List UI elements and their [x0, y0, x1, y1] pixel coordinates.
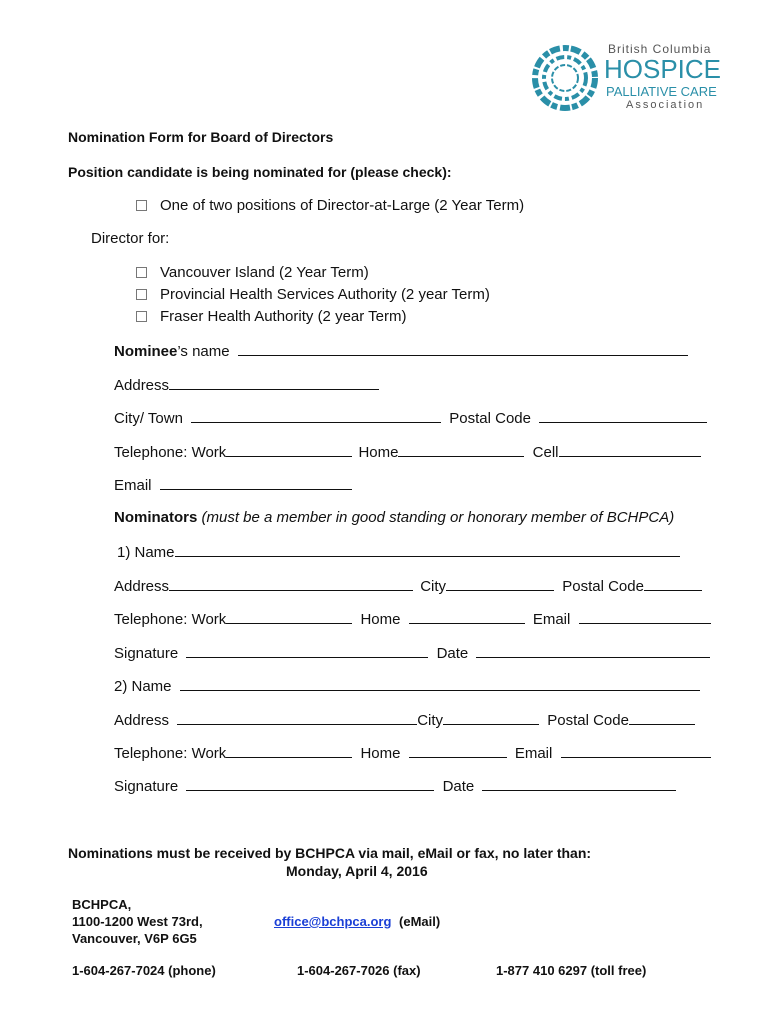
date-label: Date — [436, 645, 469, 662]
nominee-phone-row — [114, 442, 701, 460]
logo-line-4: Association — [626, 99, 705, 111]
option-phsa[interactable] — [136, 286, 490, 303]
nominator-2-name-field[interactable] — [180, 676, 700, 691]
logo-line-3: PALLIATIVE CARE — [606, 84, 717, 99]
address-label: Address — [114, 578, 170, 595]
nominee-name-field[interactable] — [238, 341, 688, 356]
email-label: Email — [114, 477, 152, 494]
nominators-label: Nominators — [114, 509, 198, 526]
signature-label: Signature — [114, 645, 179, 662]
nominators-heading — [114, 509, 674, 527]
nominator-2-phone-row — [114, 743, 711, 761]
nominator-1-postal-field[interactable] — [644, 576, 702, 591]
email-label: Email — [514, 745, 553, 762]
contact-email-row — [274, 914, 440, 929]
nominator-1-signature-field[interactable] — [186, 643, 428, 658]
hospice-circle-logo-icon — [530, 42, 600, 114]
city-label: City/ Town — [114, 410, 183, 427]
nominee-email-row — [114, 475, 352, 493]
nominator-2-email-field[interactable] — [561, 743, 711, 758]
deadline-text: Nominations must be received by BCHPCA via mail, eMail or fax, no later than: — [68, 845, 592, 861]
option-fraser-health[interactable] — [136, 308, 406, 325]
nominator-1-phone-row — [114, 609, 711, 627]
nominators-note: (must be a member in good standing or honorary member of BCHPCA) — [197, 509, 675, 526]
nominator-1-signature-row — [114, 643, 710, 661]
nominee-home-phone-field[interactable] — [398, 442, 524, 457]
contact-city: Vancouver, V6P 6G5 — [72, 931, 197, 946]
checkbox[interactable] — [136, 289, 147, 300]
nominator-1-email-field[interactable] — [579, 609, 711, 624]
nominator-2-date-field[interactable] — [482, 776, 676, 791]
city-label: City — [417, 712, 444, 729]
nominator-1-name-label: 1) Name — [117, 544, 175, 561]
nominator-2-home-phone-field[interactable] — [409, 743, 507, 758]
nominee-label-rest: ’s name — [177, 343, 230, 360]
postal-label: Postal Code — [547, 712, 629, 729]
option-at-large[interactable] — [136, 197, 524, 214]
city-label: City — [420, 578, 447, 595]
nominee-city-field[interactable] — [191, 408, 441, 423]
tel-work-label: Telephone: Work — [114, 611, 227, 628]
address-label: Address — [114, 712, 170, 729]
form-title: Nomination Form for Board of Directors — [68, 129, 334, 145]
nominator-1-name-row — [117, 542, 680, 560]
home-label: Home — [360, 611, 401, 628]
nominee-label-bold: Nominee — [114, 343, 178, 360]
position-heading: Position candidate is being nominated for (please check): — [68, 164, 452, 180]
contact-fax: 1-604-267-7026 (fax) — [297, 963, 421, 978]
nominator-1-name-field[interactable] — [175, 542, 680, 557]
option-label: One of two positions of Director-at-Large (2 Year Term) — [160, 197, 525, 214]
nominator-1-address-row — [114, 576, 702, 594]
checkbox[interactable] — [136, 311, 147, 322]
checkbox[interactable] — [136, 267, 147, 278]
bchpca-logo — [530, 42, 720, 114]
cell-label: Cell — [532, 444, 559, 461]
postal-label: Postal Code — [562, 578, 644, 595]
email-suffix: (eMail) — [399, 914, 441, 929]
nominator-1-city-field[interactable] — [446, 576, 554, 591]
nominee-name-row — [114, 341, 688, 359]
nominator-1-date-field[interactable] — [476, 643, 710, 658]
logo-line-1: British Columbia — [608, 42, 712, 56]
nominee-city-row — [114, 408, 707, 426]
nominator-2-address-row — [114, 710, 695, 728]
contact-tollfree: 1-877 410 6297 (toll free) — [496, 963, 647, 978]
email-label: Email — [532, 611, 571, 628]
contact-phone: 1-604-267-7024 (phone) — [72, 963, 216, 978]
nominator-2-signature-row — [114, 776, 676, 794]
director-for-label: Director for: — [91, 230, 170, 247]
nominator-2-name-label: 2) Name — [114, 678, 172, 695]
signature-label: Signature — [114, 778, 179, 795]
nominee-address-row — [114, 375, 379, 393]
nominator-2-city-field[interactable] — [443, 710, 539, 725]
option-label: Vancouver Island (2 Year Term) — [160, 264, 369, 281]
nominator-2-postal-field[interactable] — [629, 710, 695, 725]
nominee-cell-field[interactable] — [559, 442, 701, 457]
postal-label: Postal Code — [449, 410, 531, 427]
nominator-1-work-phone-field[interactable] — [226, 609, 352, 624]
logo-line-2: HOSPICE — [604, 54, 722, 84]
option-label: Fraser Health Authority (2 year Term) — [160, 308, 407, 325]
nominee-address-field[interactable] — [169, 375, 379, 390]
option-label: Provincial Health Services Authority (2 year Term) — [160, 286, 490, 303]
home-label: Home — [358, 444, 399, 461]
email-link[interactable]: office@bchpca.org — [274, 914, 392, 929]
date-label: Date — [442, 778, 475, 795]
deadline-date: Monday, April 4, 2016 — [286, 863, 428, 879]
nominee-postal-field[interactable] — [539, 408, 707, 423]
nominator-1-home-phone-field[interactable] — [409, 609, 525, 624]
contact-org: BCHPCA, — [72, 897, 132, 912]
address-label: Address — [114, 377, 170, 394]
nominator-2-address-field[interactable] — [177, 710, 417, 725]
checkbox[interactable] — [136, 200, 147, 211]
nominee-email-field[interactable] — [160, 475, 352, 490]
nominator-1-address-field[interactable] — [169, 576, 413, 591]
home-label: Home — [360, 745, 401, 762]
option-vancouver-island[interactable] — [136, 264, 369, 281]
nominee-work-phone-field[interactable] — [226, 442, 352, 457]
contact-street: 1100-1200 West 73rd, — [72, 914, 203, 929]
tel-work-label: Telephone: Work — [114, 444, 227, 461]
nominator-2-work-phone-field[interactable] — [226, 743, 352, 758]
tel-work-label: Telephone: Work — [114, 745, 227, 762]
nominator-2-signature-field[interactable] — [186, 776, 434, 791]
nominator-2-name-row — [114, 676, 700, 694]
